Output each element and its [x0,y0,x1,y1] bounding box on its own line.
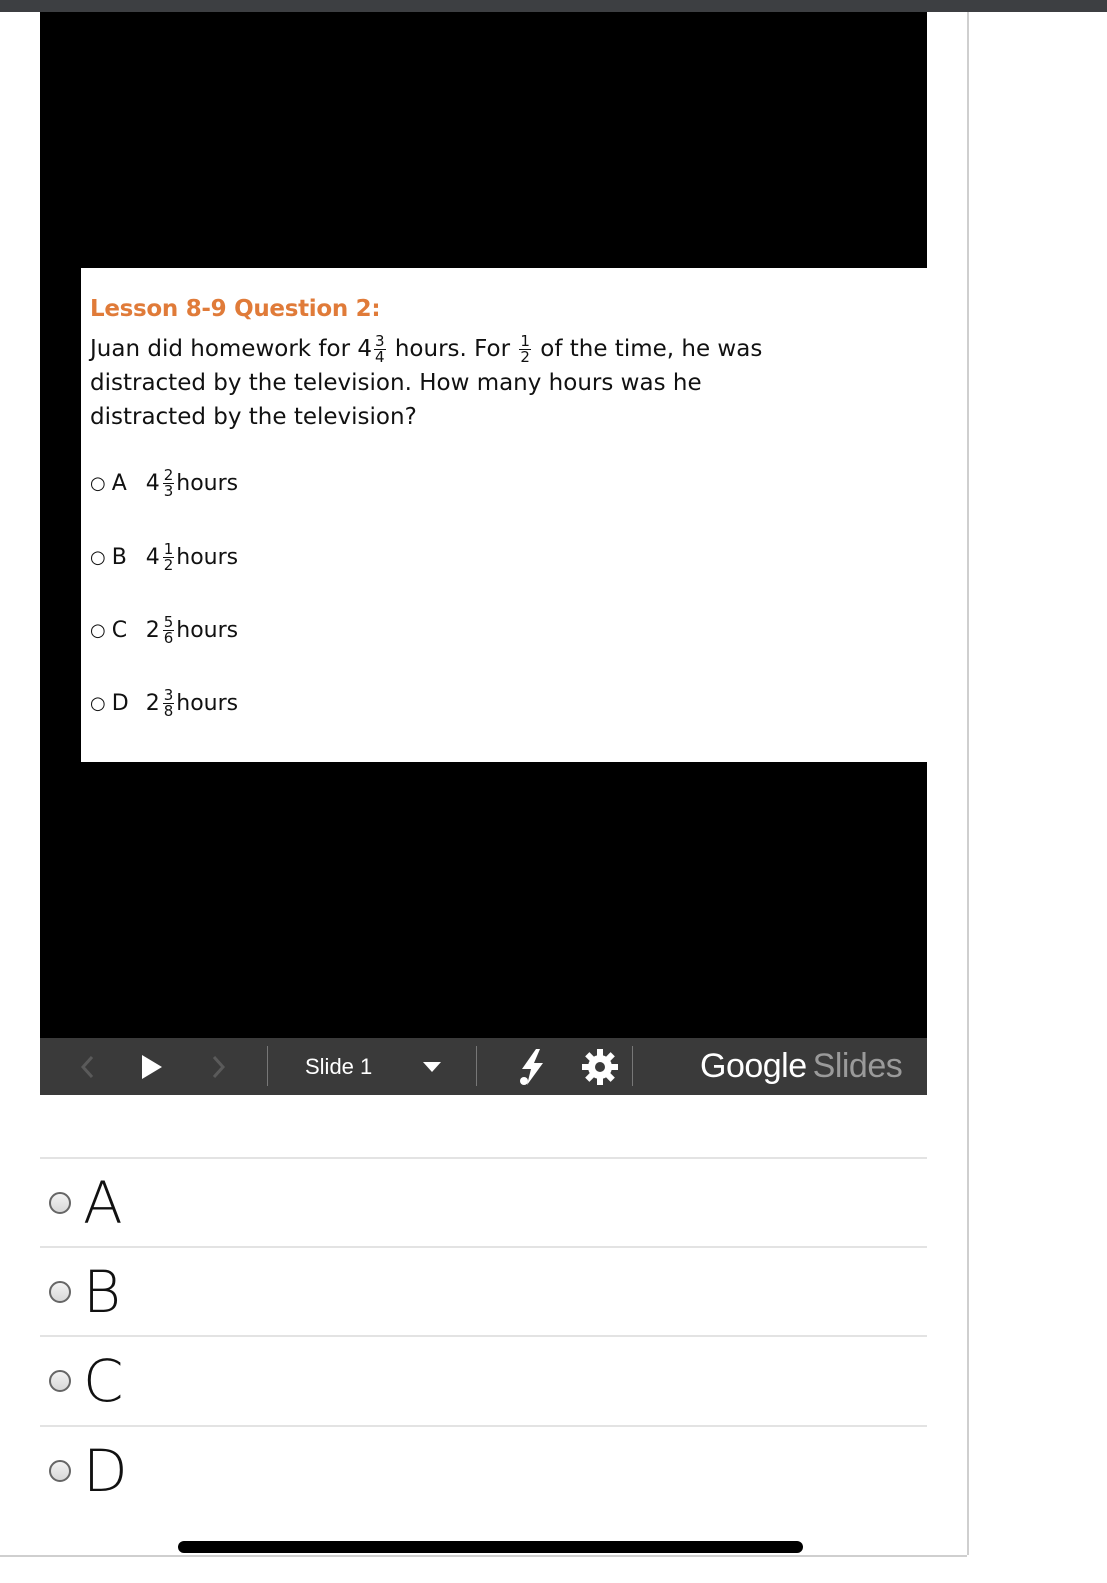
dropdown-icon[interactable] [422,1038,442,1095]
bottom-divider [0,1555,967,1557]
radio-b[interactable] [49,1281,71,1303]
answer-label-a: A [83,1169,123,1237]
google-slides-logo[interactable] [700,1038,902,1095]
home-indicator [178,1541,803,1553]
toolbar-divider [632,1046,633,1086]
slide-selector[interactable]: Slide 1 [305,1053,373,1079]
answer-option-b[interactable] [40,1246,927,1336]
gear-icon[interactable] [580,1038,620,1095]
brand-slides: Slides [812,1047,903,1085]
question-part-3: of the time, he was distracted by the television. How many hours was he distracted by the television? [90,336,763,430]
choice-whole: 2 [145,618,160,643]
toolbar-divider [476,1046,477,1086]
choice-letter: D [111,691,129,716]
choice-bullet: ○ [90,473,106,494]
choice-whole: 4 [145,471,160,496]
slide-choice-a [90,468,238,499]
play-icon[interactable] [140,1038,164,1095]
lesson-title: Lesson 8-9 Question 2: [90,296,381,322]
choice-letter: C [111,618,128,643]
choice-fraction: $\frac{2}{3}$ [163,466,174,500]
radio-d[interactable] [49,1460,71,1482]
flash-icon[interactable] [516,1038,548,1095]
question-part-2: hours. For [387,336,518,362]
slide-content [81,268,966,762]
answer-label-d: D [83,1437,128,1505]
choice-unit: hours [176,691,239,716]
slide-choice-b [90,542,238,573]
fraction-one-half: $\frac{1}{2}$ [520,332,530,366]
choice-bullet: ○ [90,693,106,714]
answer-label-b: B [83,1258,121,1326]
question-part-1: Juan did homework for 4 [90,336,372,362]
brand-google: Google [700,1047,807,1085]
answer-option-a[interactable] [40,1157,927,1247]
choice-letter: A [111,471,127,496]
fraction-three-fourths: $\frac{3}{4}$ [375,332,385,366]
slides-embed[interactable] [40,12,927,1095]
right-divider [967,12,969,1555]
choice-letter: B [111,545,127,570]
choice-whole: 4 [145,545,160,570]
choice-unit: hours [176,618,239,643]
choice-unit: hours [176,471,239,496]
answer-label-c: C [83,1347,124,1415]
slide-choice-d [90,688,238,719]
slides-toolbar [40,1038,927,1095]
next-icon[interactable] [208,1038,228,1095]
radio-a[interactable] [49,1192,71,1214]
previous-icon[interactable] [78,1038,98,1095]
choice-bullet: ○ [90,620,106,641]
choice-unit: hours [176,545,239,570]
choice-whole: 2 [145,691,160,716]
choice-fraction: $\frac{1}{2}$ [163,540,174,574]
slide-choice-c [90,615,238,646]
answer-option-c[interactable] [40,1335,927,1425]
choice-fraction: $\frac{3}{8}$ [163,686,174,720]
choice-bullet: ○ [90,547,106,568]
answer-option-d[interactable] [40,1425,927,1515]
toolbar-divider [267,1046,268,1086]
question-text [90,332,790,434]
radio-c[interactable] [49,1370,71,1392]
choice-fraction: $\frac{5}{6}$ [163,613,174,647]
top-status-bar [0,0,1107,12]
